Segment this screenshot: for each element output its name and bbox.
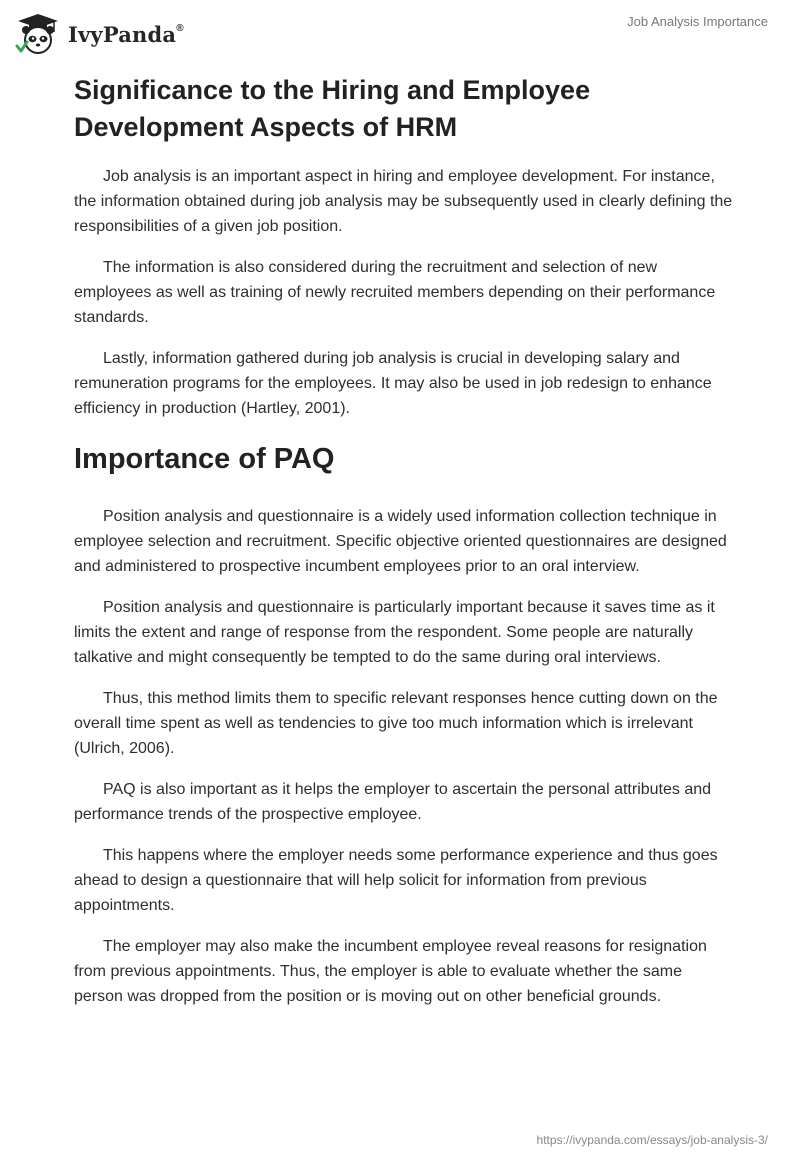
brand-name: IvyPanda® — [68, 21, 184, 47]
paragraph: The information is also considered during the recruitment and selection of new employees as well as training of newly recruited members depending on their performance standards. — [74, 259, 716, 326]
source-url[interactable]: https://ivypanda.com/essays/job-analysis-3/ — [536, 1133, 768, 1147]
panda-graduate-icon — [14, 12, 62, 56]
paragraph: Position analysis and questionnaire is particularly important because it saves time as it limits the extent and range of response from the respondent. Some people are naturally talkative and might consequently be tempted to do the same during oral interviews. — [74, 599, 715, 666]
section-heading-hiring: Significance to the Hiring and Employee Development Aspects of HRM — [74, 75, 591, 142]
paragraph: Lastly, information gathered during job analysis is crucial in developing salary and remuneration programs for the employees. It may also be used in job redesign to enhance efficiency in production (Hartley, 2001). — [74, 350, 712, 417]
paragraph: Job analysis is an important aspect in hiring and employee development. For instance, the information obtained during job analysis may be subsequently used in clearly defining the responsibilities of a given job position. — [74, 168, 733, 235]
paragraph: The employer may also make the incumbent employee reveal reasons for resignation from previous appointments. Thus, the employer is able to evaluate whether the same person was dropped from the position or is moving out on other beneficial grounds. — [74, 938, 707, 1005]
page-header — [0, 0, 800, 70]
ivypanda-logo[interactable] — [14, 10, 184, 58]
section-heading-paq: Importance of PAQ — [74, 443, 335, 475]
paragraph: This happens where the employer needs some performance experience and thus goes ahead to design a questionnaire that will help solicit for information from previous appointments. — [74, 847, 718, 914]
essay-body — [74, 72, 734, 1025]
paragraph: Position analysis and questionnaire is a widely used information collection technique in employee selection and recruitment. Specific objective oriented questionnaires are designed and administered to prospective incumbent employees prior to an oral interview. — [74, 508, 727, 575]
paragraph: PAQ is also important as it helps the employer to ascertain the personal attributes and performance trends of the prospective employee. — [74, 781, 712, 823]
paragraph: Thus, this method limits them to specific relevant responses hence cutting down on the overall time spent as well as tendencies to give too much information which is irrelevant (Ulrich, 2006). — [74, 690, 718, 757]
document-title: Job Analysis Importance — [627, 14, 768, 29]
